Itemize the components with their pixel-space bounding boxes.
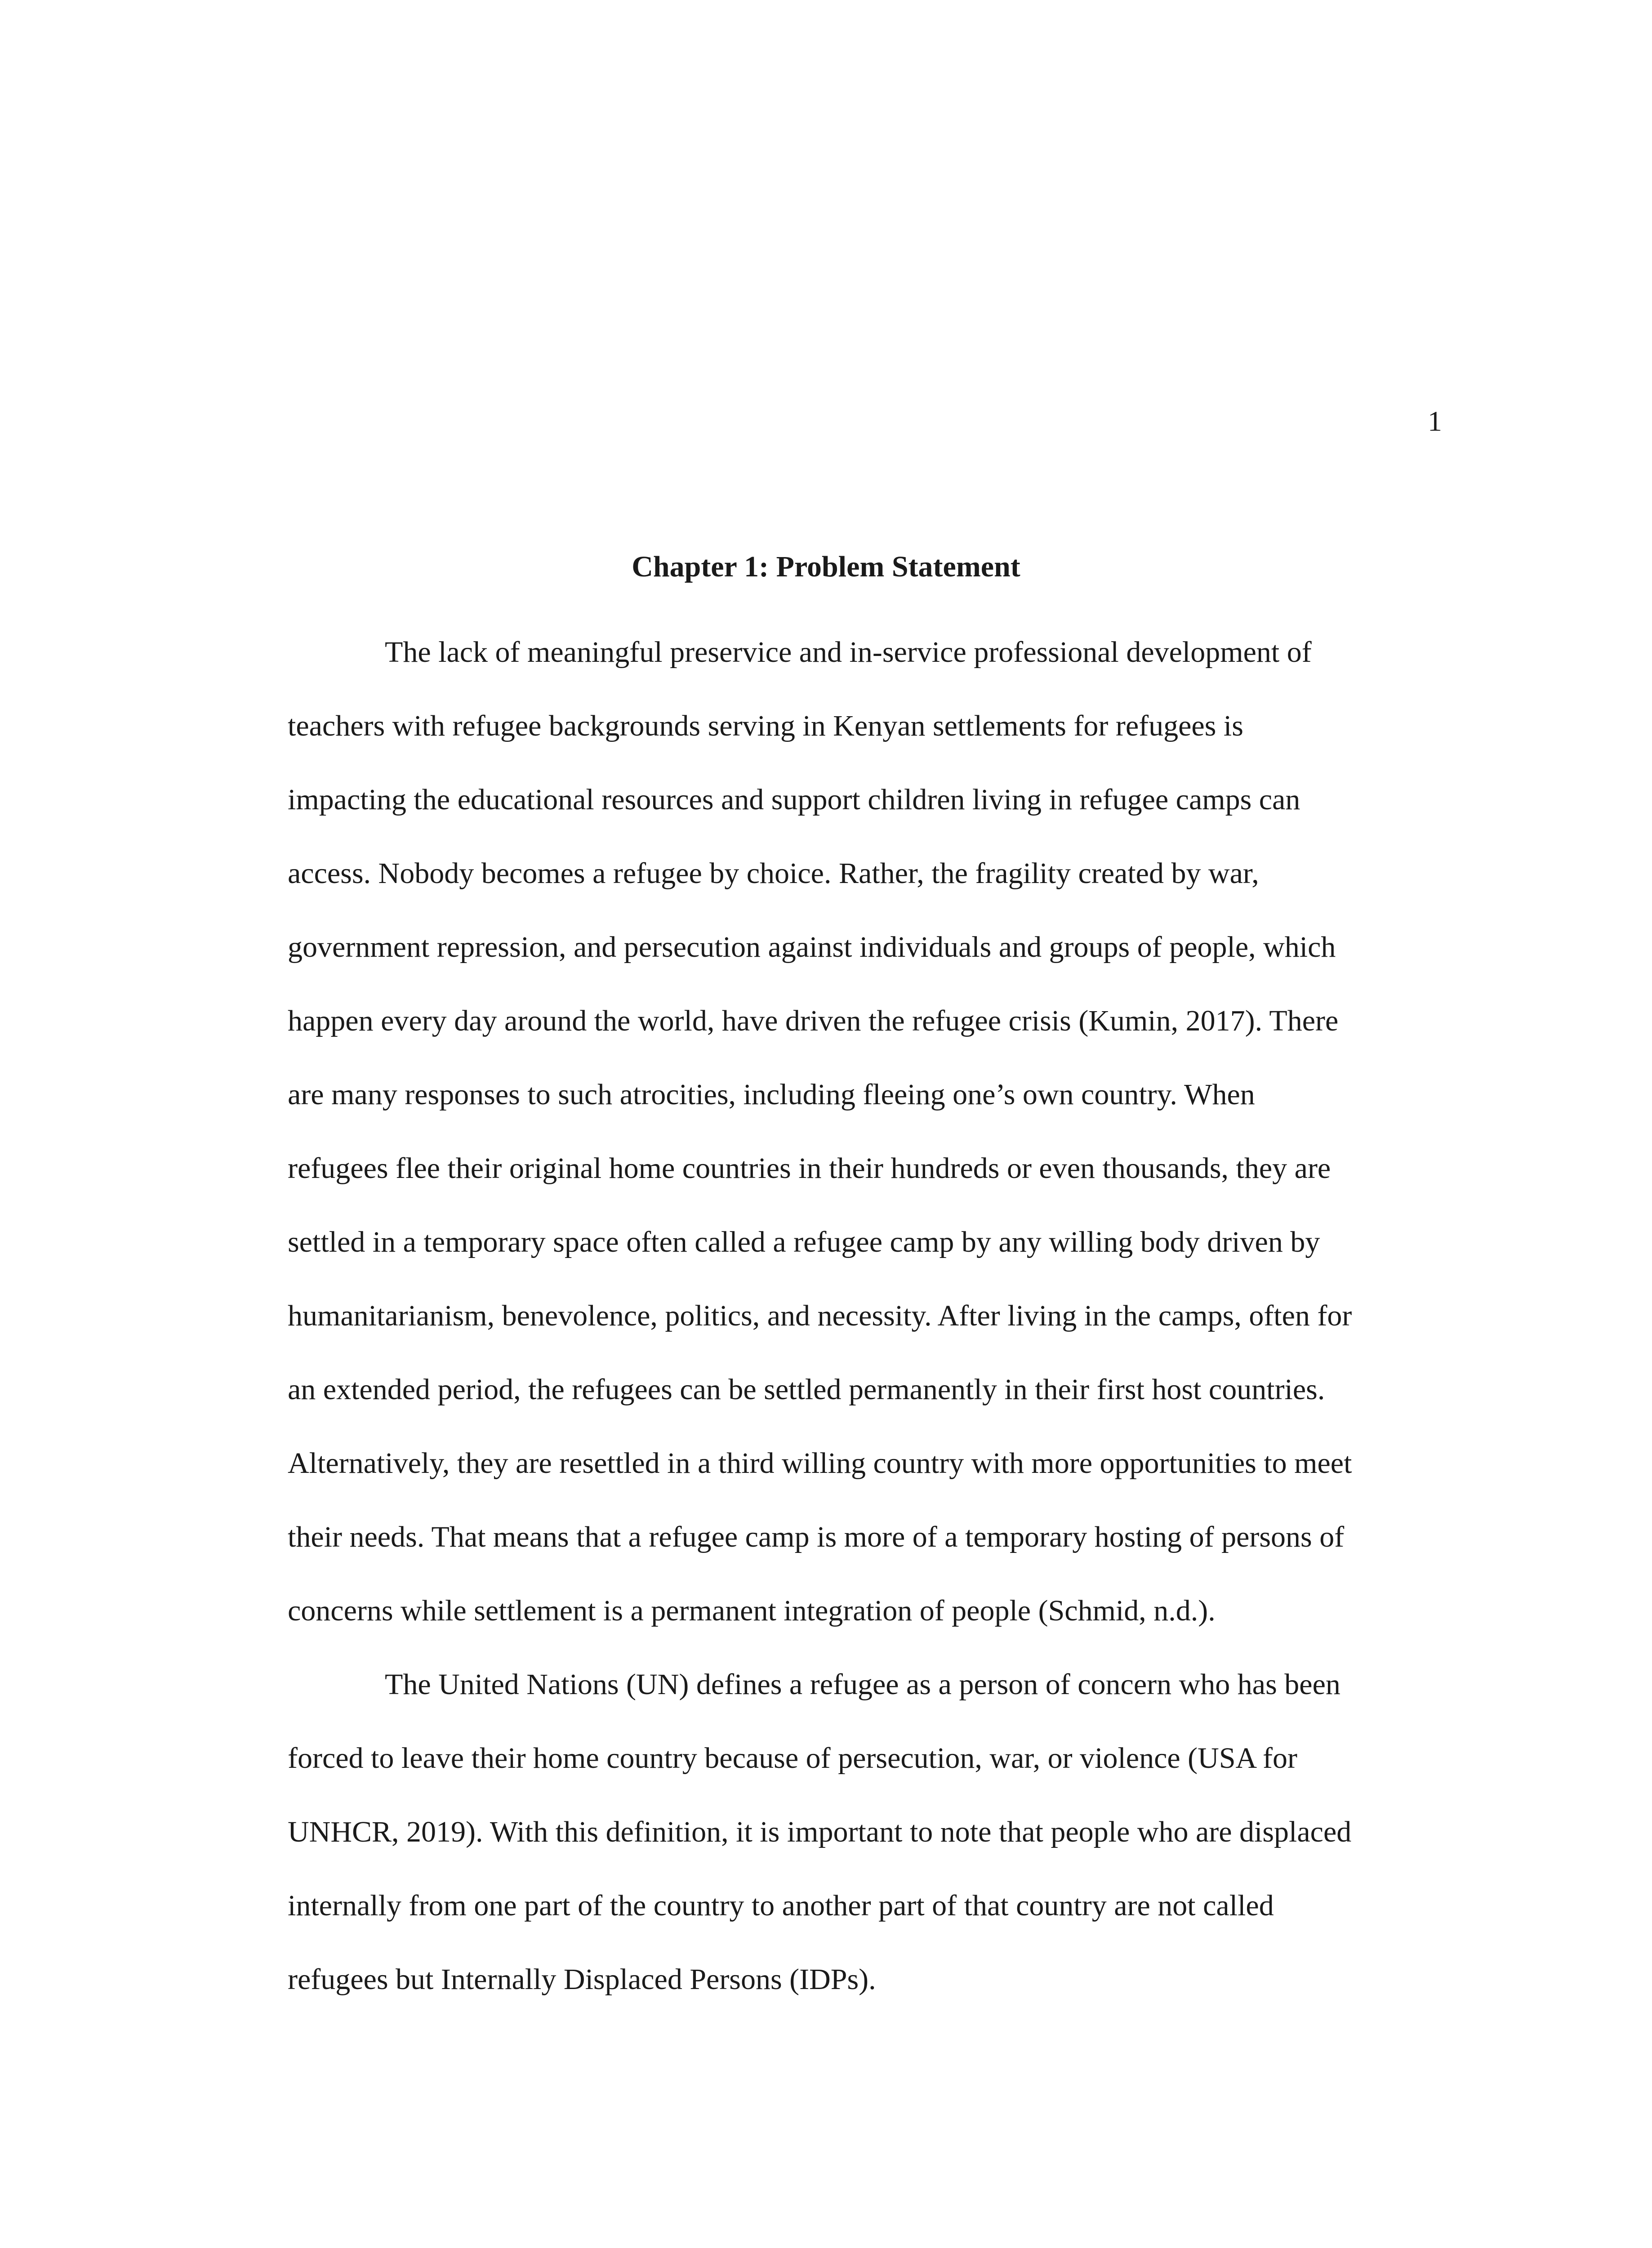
paragraph-line: Alternatively, they are resettled in a third willing country with more opportunities to meet [288, 1447, 1352, 1480]
paragraph-line: humanitarianism, benevolence, politics, and necessity. After living in the camps, often for [288, 1299, 1352, 1332]
paragraph-line: teachers with refugee backgrounds serving in Kenyan settlements for refugees is [288, 709, 1243, 742]
paragraph-line: concerns while settlement is a permanent integration of people (Schmid, n.d.). [288, 1594, 1216, 1627]
paragraph-line: UNHCR, 2019). With this definition, it is important to note that people who are displaced [288, 1815, 1352, 1848]
paragraph-line: are many responses to such atrocities, including fleeing one’s own country. When [288, 1078, 1255, 1111]
paragraph-line: internally from one part of the country to another part of that country are not called [288, 1889, 1274, 1922]
paragraph-line: an extended period, the refugees can be settled permanently in their first host countries. [288, 1373, 1325, 1406]
paragraph-line: government repression, and persecution against individuals and groups of people, which [288, 931, 1336, 963]
paragraph-line: refugees flee their original home countries in their hundreds or even thousands, they are [288, 1152, 1331, 1185]
paragraph-line: settled in a temporary space often called a refugee camp by any willing body driven by [288, 1226, 1320, 1258]
paragraph-line: The United Nations (UN) defines a refugee as a person of concern who has been [385, 1668, 1340, 1701]
paragraph-line: impacting the educational resources and support children living in refugee camps can [288, 783, 1300, 816]
paragraph-line: happen every day around the world, have driven the refugee crisis (Kumin, 2017). There [288, 1004, 1339, 1037]
chapter-title: Chapter 1: Problem Statement [632, 550, 1020, 583]
paragraph-line: their needs. That means that a refugee camp is more of a temporary hosting of persons of [288, 1521, 1345, 1553]
paragraph-line: The lack of meaningful preservice and in-service professional development of [385, 636, 1312, 669]
page-number: 1 [1428, 405, 1442, 437]
paragraph-line: refugees but Internally Displaced Persons (IDPs). [288, 1963, 876, 1996]
paragraph-line: forced to leave their home country because of persecution, war, or violence (USA for [288, 1742, 1297, 1775]
paragraph-line: access. Nobody becomes a refugee by choice. Rather, the fragility created by war, [288, 857, 1259, 890]
